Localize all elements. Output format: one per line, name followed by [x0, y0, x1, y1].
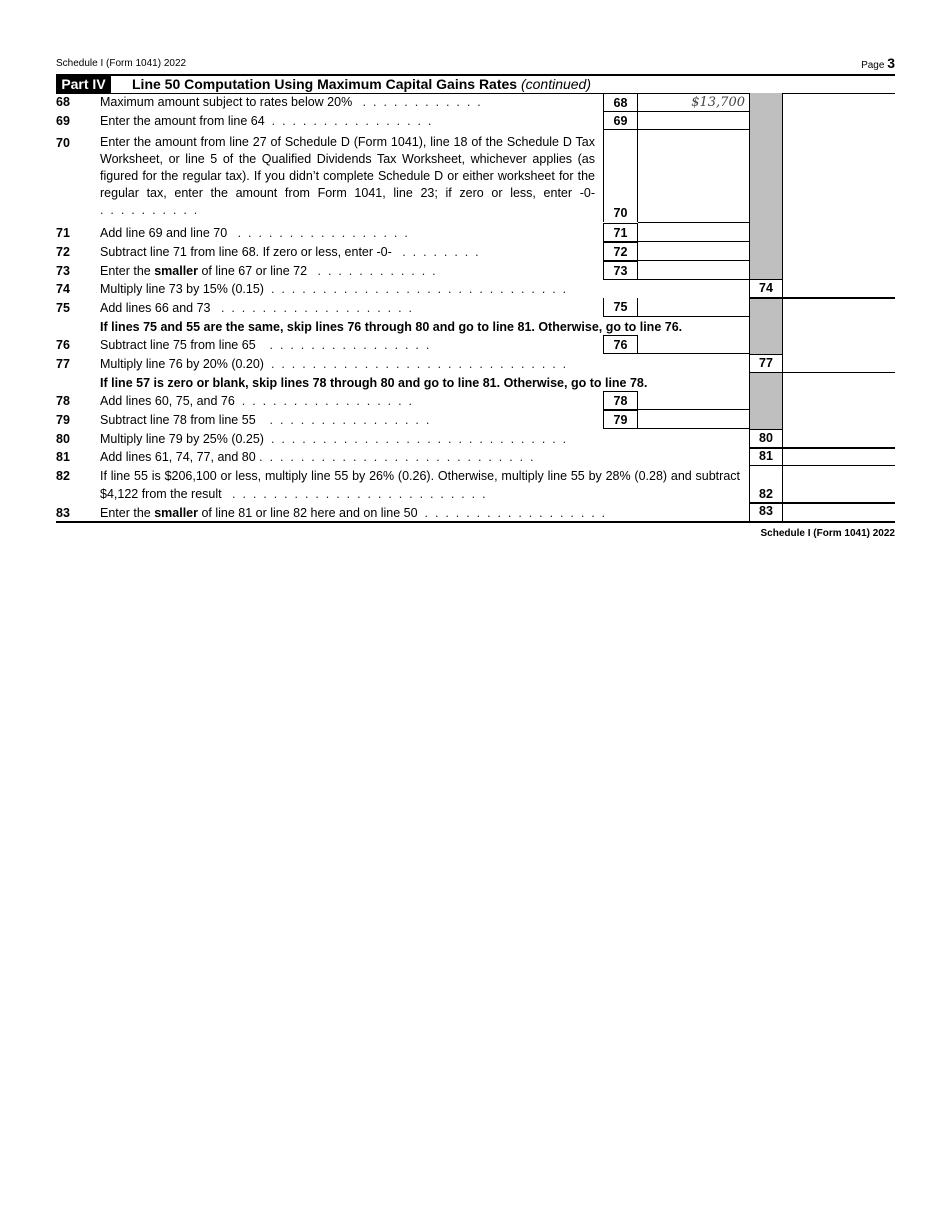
line-74-description: Multiply line 73 by 15% (0.15) . . . . . . . . . . . . . . . . . . . . . . . . . . . . . [100, 282, 567, 296]
line-82-box [749, 466, 783, 503]
line-75-amount[interactable] [638, 298, 749, 317]
line-74-box: 74 [749, 279, 783, 298]
line-81-amount[interactable] [783, 447, 895, 466]
line-70-number: 70 [56, 136, 70, 150]
line-81-description: Add lines 61, 74, 77, and 80 . . . . . . . . . . . . . . . . . . . . . . . . . . . [100, 450, 534, 464]
line-73-amount[interactable] [638, 261, 749, 280]
part-title [132, 76, 591, 93]
line-82-box-label: 82 [759, 487, 773, 501]
line-75-box: 75 [603, 298, 638, 317]
page-footer: Schedule I (Form 1041) 2022 [760, 528, 895, 539]
line-81-box: 81 [749, 447, 783, 466]
line-72-amount[interactable] [638, 242, 749, 261]
line-77-description: Multiply line 76 by 20% (0.20) . . . . . . . . . . . . . . . . . . . . . . . . . . . . . [100, 357, 567, 371]
part-header [56, 74, 895, 94]
line-75-description: Add lines 66 and 73 . . . . . . . . . . . . . . . . . . . [100, 301, 412, 315]
part-title-text: Line 50 Computation Using Maximum Capital Gains Rates [132, 76, 518, 92]
line-79-box: 79 [603, 410, 638, 429]
instruction-note-2: If line 57 is zero or blank, skip lines 78 through 80 and go to line 81. Otherwise, go to line 78. [100, 376, 648, 390]
bottom-rule [56, 521, 895, 523]
line-78-box: 78 [603, 391, 638, 410]
line-75-number: 75 [56, 301, 70, 315]
line-77-amount[interactable] [783, 354, 895, 373]
line-78-description: Add lines 60, 75, and 76 . . . . . . . . . . . . . . . . . [100, 394, 412, 408]
line-77-number: 77 [56, 357, 70, 371]
line-82-amount[interactable] [783, 466, 895, 503]
line-82-description: If line 55 is $206,100 or less, multiply line 55 by 26% (0.26). Otherwise, multiply line 55 by 28% (0.28) and subtract $4,122 from the result . . . . . . . . . . . . . . . . . . . . . . . . . [100, 469, 740, 501]
instruction-note-1: If lines 75 and 55 are the same, skip lines 76 through 80 and go to line 81. Otherwise, go to line 76. [100, 320, 683, 334]
computation-form [56, 93, 895, 520]
line-73-description: Enter the smaller of line 67 or line 72 . . . . . . . . . . . . [100, 264, 436, 278]
line-79-number: 79 [56, 413, 70, 427]
line-83-box: 83 [749, 503, 783, 521]
line-80-box: 80 [749, 429, 783, 448]
part-title-continued: (continued) [520, 76, 592, 92]
line-78-number: 78 [56, 394, 70, 408]
line-83-description: Enter the smaller of line 81 or line 82 here and on line 50 . . . . . . . . . . . . . . . . . . [100, 506, 606, 520]
line-71-number: 71 [56, 226, 70, 240]
page-header [56, 55, 895, 75]
line-73-number: 73 [56, 264, 70, 278]
line-77-box: 77 [749, 354, 783, 373]
form-id: Schedule I (Form 1041) 2022 [56, 58, 187, 69]
line-68-amount[interactable]: $13,700 [638, 93, 749, 112]
line-74-amount[interactable] [783, 279, 895, 298]
line-69-number: 69 [56, 114, 70, 128]
line-68-description: Maximum amount subject to rates below 20% . . . . . . . . . . . . [100, 95, 481, 109]
part-label: Part IV [56, 76, 111, 93]
line-71-description: Add line 69 and line 70 . . . . . . . . . . . . . . . . . [100, 226, 408, 240]
line-76-amount[interactable] [638, 335, 749, 354]
line-83-number: 83 [56, 506, 70, 520]
shaded-column-top [749, 93, 782, 279]
line-76-number: 76 [56, 338, 70, 352]
line-70-description: Enter the amount from line 27 of Schedule D (Form 1041), line 18 of the Schedule D Tax Worksheet, or line 5 of the Qualified Dividends Tax Worksheet, whichever applies (as figured for the regular tax). If you didn’t complete Schedule D or either worksheet for the regular tax, enter the amount from Form 1041, line 23; if zero or less, enter -0- . . . . . . . . . . [100, 135, 595, 217]
line-78-amount[interactable] [638, 391, 749, 410]
line-70-box [603, 129, 638, 222]
shaded-column-mid [749, 298, 782, 354]
page-number: 3 [887, 55, 895, 71]
page-label: Page [861, 60, 885, 71]
line-80-number: 80 [56, 432, 70, 446]
line-83-amount[interactable] [783, 503, 895, 521]
line-68-number: 68 [56, 95, 70, 109]
line-73-box: 73 [603, 261, 638, 280]
shaded-column-low [749, 373, 782, 429]
line-82-number: 82 [56, 469, 70, 483]
line-72-box: 72 [603, 242, 638, 261]
line-72-number: 72 [56, 245, 70, 259]
page-indicator [861, 55, 895, 71]
line-68-box: 68 [603, 93, 638, 112]
line-72-description: Subtract line 71 from line 68. If zero or less, enter -0- . . . . . . . . [100, 245, 479, 259]
line-70-amount[interactable] [638, 129, 749, 223]
line-69-description: Enter the amount from line 64 . . . . . . . . . . . . . . . . [100, 114, 432, 128]
line-79-description: Subtract line 78 from line 55 . . . . . . . . . . . . . . . . [100, 413, 430, 427]
line-76-box: 76 [603, 335, 638, 354]
line-80-amount[interactable] [783, 429, 895, 448]
line-69-amount[interactable] [638, 111, 749, 130]
line-69-box: 69 [603, 111, 638, 130]
line-79-amount[interactable] [638, 410, 749, 429]
line-71-amount[interactable] [638, 223, 749, 242]
line-70-box-label: 70 [613, 206, 628, 220]
line-81-number: 81 [56, 450, 70, 464]
line-80-description: Multiply line 79 by 25% (0.25) . . . . . . . . . . . . . . . . . . . . . . . . . . . . . [100, 432, 567, 446]
line-76-description: Subtract line 75 from line 65 . . . . . . . . . . . . . . . . [100, 338, 430, 352]
line-74-number: 74 [56, 282, 70, 296]
line-71-box: 71 [603, 223, 638, 242]
